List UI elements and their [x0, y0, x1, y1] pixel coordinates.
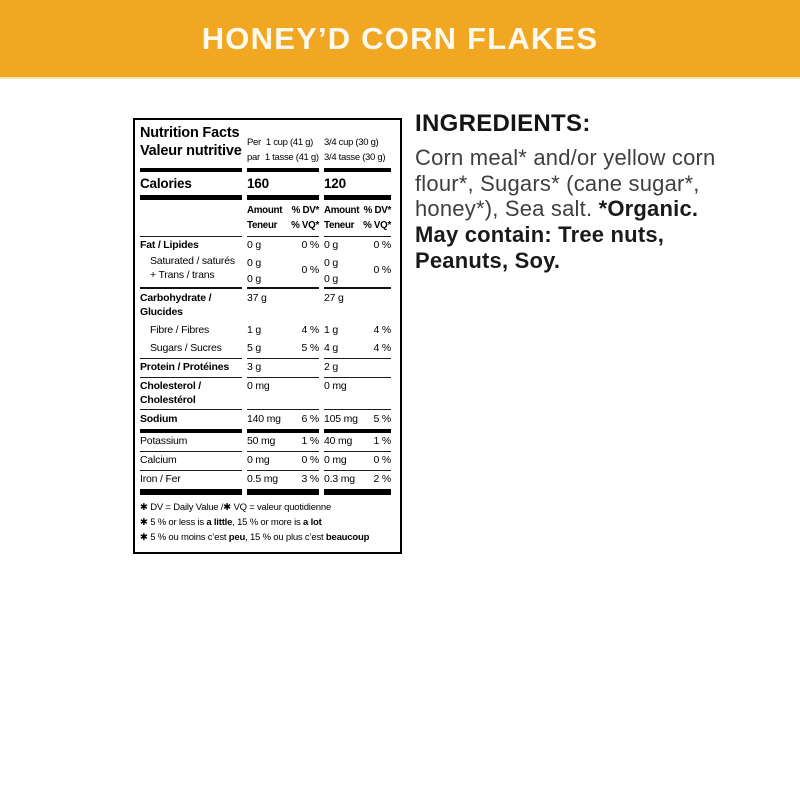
footnote-en-a-lot: a lot [303, 517, 322, 529]
sat-trans-col2 [324, 255, 391, 290]
sat-trans-label [140, 255, 242, 290]
sat-trans-dv-2: 0 % [373, 264, 391, 277]
iron-amount-1: 0.5 mg [247, 473, 278, 486]
amount-en-col2: Amount [324, 205, 360, 217]
cholesterol-col1 [247, 378, 319, 411]
protein-amount-2: 2 g [324, 361, 338, 374]
iron-dv-2: 2 % [373, 473, 391, 486]
nutrition-facts-grid [140, 125, 395, 495]
calories-serving1: 160 [247, 172, 319, 200]
footnote-fr-peu: peu [228, 532, 246, 544]
nutrition-facts-title [140, 125, 242, 172]
calcium-col1 [247, 452, 319, 471]
cholesterol-label-line2: Cholestérol [140, 393, 196, 406]
potassium-amount-1: 50 mg [247, 435, 276, 448]
product-title: HONEY’D CORN FLAKES [201, 20, 599, 56]
serving1-prefix-en: Per [247, 137, 261, 148]
sat-trans-dv-1: 0 % [301, 264, 319, 277]
calories-serving2: 120 [324, 172, 391, 200]
fat-dv-2: 0 % [373, 239, 391, 252]
potassium-dv-1: 1 % [301, 435, 319, 448]
protein-label: Protein / Protéines [140, 359, 242, 378]
sugars-col2 [324, 339, 391, 358]
footnote-en-mid: , 15 % or more is [232, 517, 304, 529]
amount-en-col1: Amount [247, 205, 283, 217]
footnote-fr-mid: , 15 % ou plus c’est [245, 532, 326, 544]
carb-col1 [247, 289, 319, 321]
protein-amount-1: 3 g [247, 361, 261, 374]
may-contain-note: May contain: Tree nuts, Peanuts, Soy. [415, 222, 665, 273]
nutrition-facts-panel [133, 118, 402, 554]
fibre-dv-1: 4 % [301, 323, 319, 336]
organic-note: *Organic. [598, 196, 699, 222]
sugars-dv-1: 5 % [301, 341, 319, 354]
serving1-size-fr: 1 tasse (41 g) [264, 151, 319, 163]
sodium-dv-1: 6 % [301, 412, 319, 425]
calcium-amount-1: 0 mg [247, 454, 270, 467]
sugars-amount-2: 4 g [324, 341, 338, 354]
cholesterol-label-line1: Cholesterol / [140, 380, 201, 393]
cholesterol-amount-1: 0 mg [247, 380, 270, 393]
sodium-amount-2: 105 mg [324, 412, 358, 425]
potassium-dv-2: 1 % [373, 435, 391, 448]
trans-label: + Trans / trans [150, 268, 215, 281]
sodium-amount-1: 140 mg [247, 412, 281, 425]
protein-col1 [247, 359, 319, 378]
carb-amount-2: 27 g [324, 291, 344, 304]
fat-col2 [324, 237, 391, 255]
footnote-english [140, 515, 395, 530]
serving-size-1 [247, 125, 319, 172]
ingredients-section [415, 110, 749, 274]
fibre-amount-1: 1 g [247, 323, 261, 336]
sodium-dv-2: 5 % [373, 412, 391, 425]
product-banner [0, 0, 800, 77]
footnote-fr-pre: ✱ 5 % ou moins c’est [140, 532, 229, 544]
title-english: Nutrition Facts [140, 125, 240, 141]
serving2-size-fr: 3/4 tasse (30 g) [324, 151, 386, 163]
calcium-label: Calcium [140, 452, 242, 471]
sodium-col2 [324, 410, 391, 432]
iron-amount-2: 0.3 mg [324, 473, 355, 486]
dv-fr-col2: % VQ* [363, 220, 391, 232]
ingredients-list: Corn meal* and/or yellow corn flour*, Sugars* (cane sugar*, honey*), Sea salt. [415, 145, 716, 222]
footnote-en-pre: ✱ 5 % or less is [140, 517, 207, 529]
ingredients-body [415, 145, 749, 274]
cholesterol-amount-2: 0 mg [324, 380, 347, 393]
calcium-dv-2: 0 % [373, 454, 391, 467]
footnote-dv-definition: ✱ DV = Daily Value /✱ VQ = valeur quotidienne [140, 502, 332, 514]
cholesterol-label [140, 378, 242, 411]
amount-header-col2 [324, 200, 391, 236]
carb-amount-1: 37 g [247, 291, 267, 304]
footnote-fr-beaucoup: beaucoup [325, 532, 370, 544]
saturated-amount-1: 0 g [247, 256, 261, 269]
carb-label-line2: Glucides [140, 305, 183, 318]
fat-amount-1: 0 g [247, 239, 261, 252]
fibre-col1 [247, 321, 319, 339]
sat-trans-col1 [247, 255, 319, 290]
dv-en-col2: % DV* [363, 205, 391, 217]
dv-en-col1: % DV* [291, 205, 319, 217]
title-french: Valeur nutritive [140, 142, 242, 159]
carb-label [140, 289, 242, 321]
fibre-dv-2: 4 % [373, 323, 391, 336]
potassium-col1 [247, 433, 319, 452]
calcium-col2 [324, 452, 391, 471]
footnote-french [140, 530, 395, 545]
sodium-label: Sodium [140, 410, 242, 432]
iron-col1 [247, 471, 319, 495]
iron-col2 [324, 471, 391, 495]
calories-label: Calories [140, 172, 242, 200]
protein-col2 [324, 359, 391, 378]
amount-fr-col2: Teneur [324, 220, 355, 232]
footnotes [140, 500, 395, 546]
footnote-en-a-little: a little [206, 517, 233, 529]
serving1-prefix-fr: par [247, 151, 260, 163]
ingredients-heading: INGREDIENTS: [415, 110, 591, 137]
fibre-label: Fibre / Fibres [150, 323, 210, 336]
amount-header-col1 [247, 200, 319, 236]
fibre-amount-2: 1 g [324, 323, 338, 336]
sugars-dv-2: 4 % [373, 341, 391, 354]
dv-fr-col1: % VQ* [291, 220, 319, 232]
trans-amount-1: 0 g [247, 273, 261, 286]
iron-label: Iron / Fer [140, 471, 242, 495]
sugars-label: Sugars / Sucres [140, 339, 242, 358]
fat-label: Fat / Lipides [140, 239, 199, 252]
potassium-amount-2: 40 mg [324, 435, 353, 448]
saturated-amount-2: 0 g [324, 256, 338, 269]
sugars-col1 [247, 339, 319, 358]
amount-fr-col1: Teneur [247, 220, 278, 232]
calcium-dv-1: 0 % [301, 454, 319, 467]
sodium-col1 [247, 410, 319, 432]
saturated-label: Saturated / saturés [150, 254, 235, 267]
iron-dv-1: 3 % [301, 473, 319, 486]
calcium-amount-2: 0 mg [324, 454, 347, 467]
serving2-size-en: 3/4 cup (30 g) [324, 137, 379, 148]
fibre-col2 [324, 321, 391, 339]
amount-header-spacer [140, 200, 242, 236]
potassium-col2 [324, 433, 391, 452]
serving1-size-en: 1 cup (41 g) [265, 137, 313, 148]
fat-dv-1: 0 % [301, 239, 319, 252]
sugars-amount-1: 5 g [247, 341, 261, 354]
trans-amount-2: 0 g [324, 273, 338, 286]
cholesterol-col2 [324, 378, 391, 411]
fat-amount-2: 0 g [324, 239, 338, 252]
fat-col1 [247, 237, 319, 255]
potassium-label: Potassium [140, 433, 242, 452]
carb-col2 [324, 289, 391, 321]
carb-label-line1: Carbohydrate / [140, 291, 212, 304]
serving-size-2 [324, 125, 391, 172]
